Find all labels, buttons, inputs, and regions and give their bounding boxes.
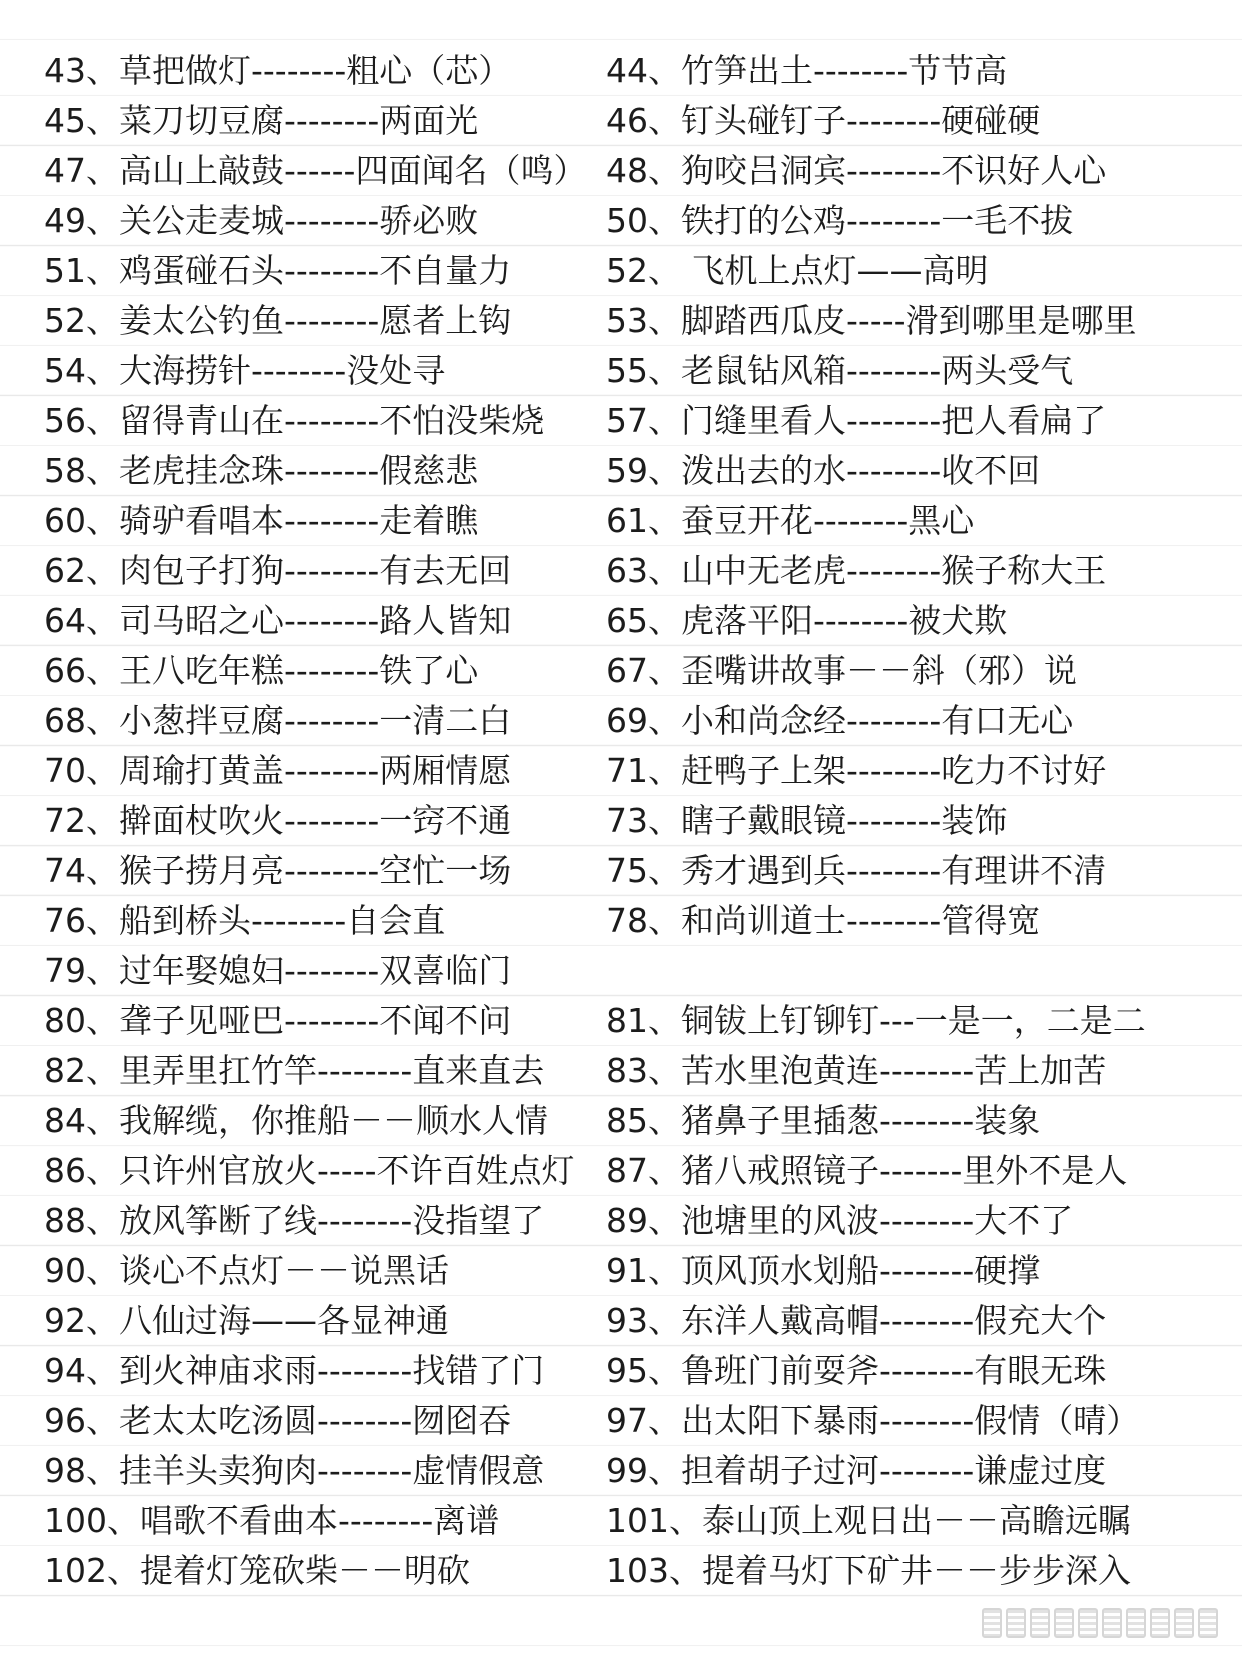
proverb-left: 68、小葱拌豆腐--------一清二白 [44, 701, 512, 740]
proverb-left: 94、到火神庙求雨--------找错了门 [44, 1351, 545, 1390]
proverb-left: 79、过年娶媳妇--------双喜临门 [44, 951, 512, 990]
proverb-row [0, 1296, 1242, 1346]
proverb-left: 74、猴子捞月亮--------空忙一场 [44, 851, 512, 890]
proverb-left: 60、骑驴看唱本--------走着瞧 [44, 501, 479, 540]
proverb-left: 70、周瑜打黄盖--------两厢情愿 [44, 751, 512, 790]
proverb-right: 75、秀才遇到兵--------有理讲不清 [606, 851, 1107, 890]
proverb-right: 50、铁打的公鸡--------一毛不拔 [606, 201, 1074, 240]
proverb-left: 54、大海捞针--------没处寻 [44, 351, 446, 390]
proverb-row [0, 1496, 1242, 1546]
proverb-right: 57、门缝里看人--------把人看扁了 [606, 401, 1107, 440]
watermark-mark-icon [1102, 1608, 1122, 1638]
watermark-mark-icon [1078, 1608, 1098, 1638]
proverb-right: 73、瞎子戴眼镜--------装饰 [606, 801, 1008, 840]
proverb-left: 92、八仙过海——各显神通 [44, 1301, 449, 1340]
proverb-left: 88、放风筝断了线--------没指望了 [44, 1201, 545, 1240]
proverb-row [0, 1346, 1242, 1396]
proverb-left: 72、擀面杖吹火--------一窍不通 [44, 801, 512, 840]
proverb-left: 45、菜刀切豆腐--------两面光 [44, 101, 479, 140]
proverb-right: 95、鲁班门前耍斧--------有眼无珠 [606, 1351, 1107, 1390]
proverb-row [0, 1246, 1242, 1296]
proverb-left: 100、唱歌不看曲本--------离谱 [44, 1501, 500, 1540]
proverb-left: 47、高山上敲鼓------四面闻名（鸣） [44, 151, 587, 190]
proverb-row [0, 946, 1242, 996]
proverb-right: 83、苦水里泡黄连--------苦上加苦 [606, 1051, 1107, 1090]
proverb-row [0, 296, 1242, 346]
proverb-right: 63、山中无老虎--------猴子称大王 [606, 551, 1107, 590]
proverb-right: 91、顶风顶水划船--------硬撑 [606, 1251, 1041, 1290]
proverb-row [0, 1046, 1242, 1096]
proverb-left: 62、肉包子打狗--------有去无回 [44, 551, 512, 590]
proverb-left: 49、关公走麦城--------骄必败 [44, 201, 479, 240]
proverb-left: 43、草把做灯--------粗心（芯） [44, 51, 512, 90]
proverb-right: 59、泼出去的水--------收不回 [606, 451, 1041, 490]
watermark-mark-icon [1150, 1608, 1170, 1638]
proverb-row [0, 396, 1242, 446]
proverb-row [0, 1196, 1242, 1246]
proverb-left: 80、聋子见哑巴--------不闻不问 [44, 1001, 512, 1040]
proverb-row [0, 46, 1242, 96]
proverb-right: 81、铜钹上钉铆钉---一是一，二是二 [606, 1001, 1146, 1040]
watermark-mark-icon [1198, 1608, 1218, 1638]
watermark-mark-icon [982, 1608, 1002, 1638]
watermark-mark-icon [1006, 1608, 1026, 1638]
proverb-row [0, 1146, 1242, 1196]
proverb-row [0, 1396, 1242, 1446]
proverb-left: 66、王八吃年糕--------铁了心 [44, 651, 479, 690]
watermark-mark-icon [1030, 1608, 1050, 1638]
proverb-right: 89、池塘里的风波--------大不了 [606, 1201, 1074, 1240]
proverb-left: 96、老太太吃汤圆--------囫囵吞 [44, 1401, 512, 1440]
proverb-left: 51、鸡蛋碰石头--------不自量力 [44, 251, 512, 290]
proverb-right: 52、 飞机上点灯——高明 [606, 251, 989, 290]
proverb-row [0, 96, 1242, 146]
proverb-right: 67、歪嘴讲故事－－斜（邪）说 [606, 651, 1077, 690]
proverb-row [0, 196, 1242, 246]
proverb-left: 52、姜太公钓鱼--------愿者上钩 [44, 301, 512, 340]
proverb-row [0, 646, 1242, 696]
watermark-mark-icon [1054, 1608, 1074, 1638]
proverb-row [0, 246, 1242, 296]
proverb-row [0, 146, 1242, 196]
proverb-right: 93、东洋人戴高帽--------假充大个 [606, 1301, 1107, 1340]
proverb-right: 97、出太阳下暴雨--------假情（晴） [606, 1401, 1140, 1440]
proverb-right: 46、钉头碰钉子--------硬碰硬 [606, 101, 1041, 140]
proverb-left: 82、里弄里扛竹竿--------直来直去 [44, 1051, 545, 1090]
proverb-row [0, 596, 1242, 646]
proverb-row [0, 496, 1242, 546]
proverb-right: 99、担着胡子过河--------谦虚过度 [606, 1451, 1107, 1490]
proverb-row [0, 896, 1242, 946]
watermark [982, 1608, 1218, 1638]
proverb-row [0, 746, 1242, 796]
proverb-row [0, 796, 1242, 846]
proverb-left: 76、船到桥头--------自会直 [44, 901, 446, 940]
proverb-left: 56、留得青山在--------不怕没柴烧 [44, 401, 545, 440]
proverb-right: 78、和尚训道士--------管得宽 [606, 901, 1041, 940]
watermark-mark-icon [1174, 1608, 1194, 1638]
proverb-right: 65、虎落平阳--------被犬欺 [606, 601, 1008, 640]
proverb-right: 55、老鼠钻风箱--------两头受气 [606, 351, 1074, 390]
proverb-row [0, 446, 1242, 496]
proverb-row [0, 846, 1242, 896]
proverb-left: 102、提着灯笼砍柴－－明砍 [44, 1551, 470, 1590]
watermark-mark-icon [1126, 1608, 1146, 1638]
proverb-row [0, 696, 1242, 746]
proverb-left: 86、只许州官放火-----不许百姓点灯 [44, 1151, 575, 1190]
proverb-right: 103、提着马灯下矿井－－步步深入 [606, 1551, 1131, 1590]
proverb-right: 69、小和尚念经--------有口无心 [606, 701, 1074, 740]
proverb-left: 98、挂羊头卖狗肉--------虚情假意 [44, 1451, 545, 1490]
proverb-row [0, 546, 1242, 596]
proverb-left: 64、司马昭之心--------路人皆知 [44, 601, 512, 640]
proverb-left: 90、谈心不点灯－－说黑话 [44, 1251, 449, 1290]
proverb-right: 44、竹笋出土--------节节高 [606, 51, 1008, 90]
proverb-row [0, 1096, 1242, 1146]
proverb-right: 101、泰山顶上观日出－－高瞻远瞩 [606, 1501, 1131, 1540]
proverb-right: 53、脚踏西瓜皮-----滑到哪里是哪里 [606, 301, 1137, 340]
proverb-row [0, 1546, 1242, 1596]
proverb-right: 71、赶鸭子上架--------吃力不讨好 [606, 751, 1107, 790]
proverb-right: 48、狗咬吕洞宾--------不识好人心 [606, 151, 1107, 190]
proverb-left: 84、我解缆，你推船－－顺水人情 [44, 1101, 548, 1140]
proverb-row [0, 996, 1242, 1046]
proverb-row [0, 346, 1242, 396]
proverb-right: 87、猪八戒照镜子-------里外不是人 [606, 1151, 1128, 1190]
proverb-row [0, 1446, 1242, 1496]
proverb-left: 58、老虎挂念珠--------假慈悲 [44, 451, 479, 490]
proverb-right: 61、蚕豆开花--------黑心 [606, 501, 975, 540]
proverb-right: 85、猪鼻子里插葱--------装象 [606, 1101, 1041, 1140]
